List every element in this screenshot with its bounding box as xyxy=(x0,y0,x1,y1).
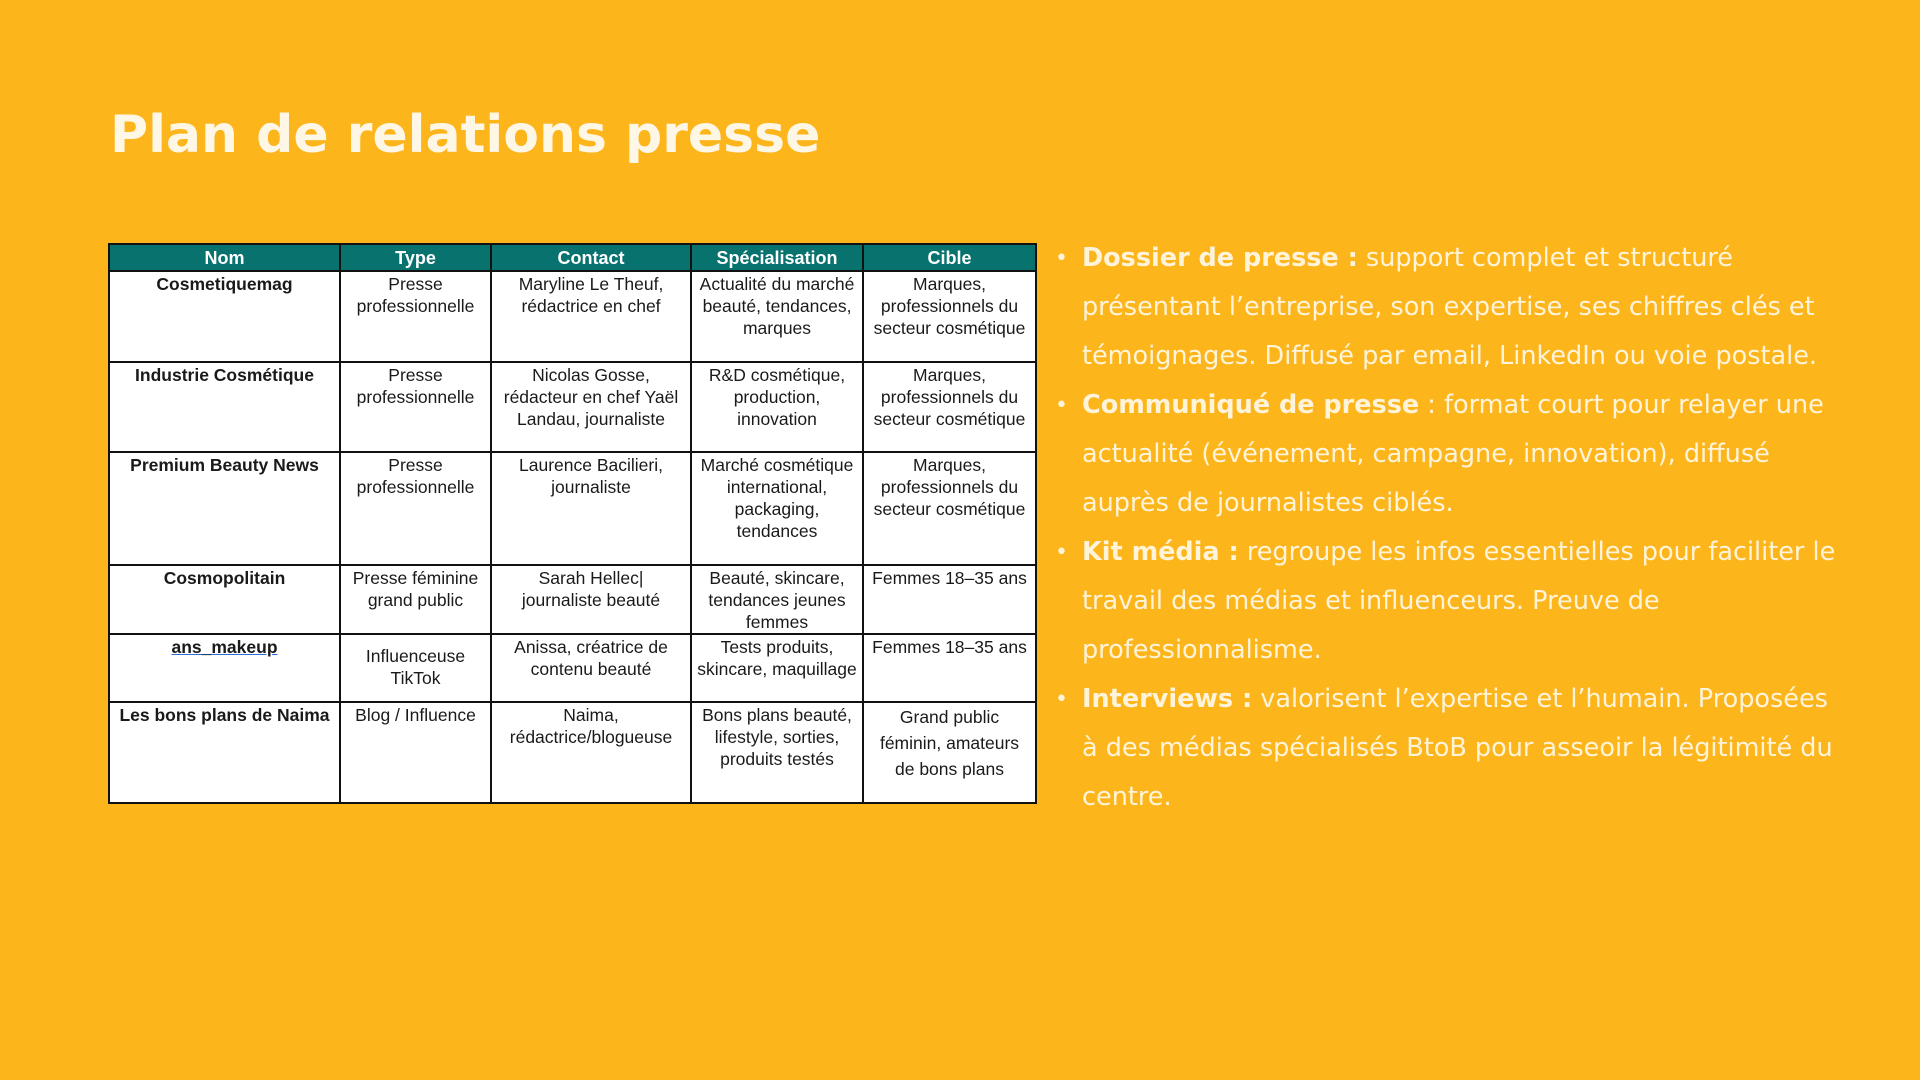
cell-contact: Naima, rédactrice/blogueuse xyxy=(491,702,691,803)
list-item xyxy=(1053,381,1843,528)
cell-specialisation: Marché cosmétique international, packaging, tendances xyxy=(691,452,863,565)
cell-type: Presse professionnelle xyxy=(340,362,491,452)
cell-nom: Cosmopolitain xyxy=(109,565,340,634)
bullet-dot-icon: • xyxy=(1055,540,1068,565)
table-row xyxy=(109,702,1036,803)
bullet-text: support complet et structuré présentant l’entreprise, son expertise, ses chiffres clés et témoignages. Diffusé par email, LinkedIn ou voie postale. xyxy=(1082,243,1818,371)
bullet-dot-icon: • xyxy=(1055,393,1068,418)
column-header-specialisation: Spécialisation xyxy=(691,244,863,271)
cell-type: Presse professionnelle xyxy=(340,452,491,565)
cell-type: Presse professionnelle xyxy=(340,271,491,362)
bullet-dot-icon: • xyxy=(1055,246,1068,271)
cell-cible: Grand public féminin, amateurs de bons plans xyxy=(863,702,1036,803)
bullet-term: Dossier de presse : xyxy=(1082,243,1358,273)
column-header-contact: Contact xyxy=(491,244,691,271)
bullet-term: Kit média : xyxy=(1082,537,1239,567)
cell-nom: Industrie Cosmétique xyxy=(109,362,340,452)
cell-contact: Laurence Bacilieri, journaliste xyxy=(491,452,691,565)
list-item xyxy=(1053,234,1843,381)
column-header-nom: Nom xyxy=(109,244,340,271)
column-header-type: Type xyxy=(340,244,491,271)
cell-nom: Les bons plans de Naima xyxy=(109,702,340,803)
cell-specialisation: Beauté, skincare, tendances jeunes femmes xyxy=(691,565,863,634)
bullet-text: regroupe les infos essentielles pour faciliter le travail des médias et influenceurs. Preuve de professionnalisme. xyxy=(1082,537,1836,665)
column-header-cible: Cible xyxy=(863,244,1036,271)
cell-cible: Marques, professionnels du secteur cosmétique xyxy=(863,452,1036,565)
table-header-row xyxy=(109,244,1036,271)
cell-specialisation: Bons plans beauté, lifestyle, sorties, produits testés xyxy=(691,702,863,803)
cell-cible: Femmes 18–35 ans xyxy=(863,634,1036,702)
cell-contact: Anissa, créatrice de contenu beauté xyxy=(491,634,691,702)
cell-nom: Premium Beauty News xyxy=(109,452,340,565)
cell-cible: Marques, professionnels du secteur cosmétique xyxy=(863,362,1036,452)
table-row xyxy=(109,565,1036,634)
cell-cible: Femmes 18–35 ans xyxy=(863,565,1036,634)
cell-cible: Marques, professionnels du secteur cosmétique xyxy=(863,271,1036,362)
list-item xyxy=(1053,528,1843,675)
username-text: ans_makeup xyxy=(171,637,278,657)
table-row xyxy=(109,271,1036,362)
table-row xyxy=(109,362,1036,452)
bullet-dot-icon: • xyxy=(1055,687,1068,712)
cell-specialisation: Actualité du marché beauté, tendances, marques xyxy=(691,271,863,362)
cell-contact: Nicolas Gosse, rédacteur en chef Yaël Landau, journaliste xyxy=(491,362,691,452)
bullet-text: valorisent l’expertise et l’humain. Proposées à des médias spécialisés BtoB pour asseoir la légitimité du centre. xyxy=(1082,684,1833,812)
cell-type: Presse féminine grand public xyxy=(340,565,491,634)
table-row xyxy=(109,452,1036,565)
cell-contact: Sarah Hellec| journaliste beauté xyxy=(491,565,691,634)
table-row xyxy=(109,634,1036,702)
cell-type: Blog / Influence xyxy=(340,702,491,803)
press-relations-table xyxy=(108,243,1037,804)
list-item xyxy=(1053,675,1843,822)
bullet-term: Communiqué de presse xyxy=(1082,390,1420,420)
bullet-text: : format court pour relayer une actualité (événement, campagne, innovation), diffusé auprès de journalistes ciblés. xyxy=(1082,390,1824,518)
media-tools-list xyxy=(1053,234,1843,822)
page-title: Plan de relations presse xyxy=(110,105,821,165)
cell-specialisation: R&D cosmétique, production, innovation xyxy=(691,362,863,452)
cell-specialisation: Tests produits, skincare, maquillage xyxy=(691,634,863,702)
cell-contact: Maryline Le Theuf, rédactrice en chef xyxy=(491,271,691,362)
cell-nom xyxy=(109,634,340,702)
cell-nom: Cosmetiquemag xyxy=(109,271,340,362)
cell-type: Influenceuse TikTok xyxy=(340,634,491,702)
bullet-term: Interviews : xyxy=(1082,684,1253,714)
